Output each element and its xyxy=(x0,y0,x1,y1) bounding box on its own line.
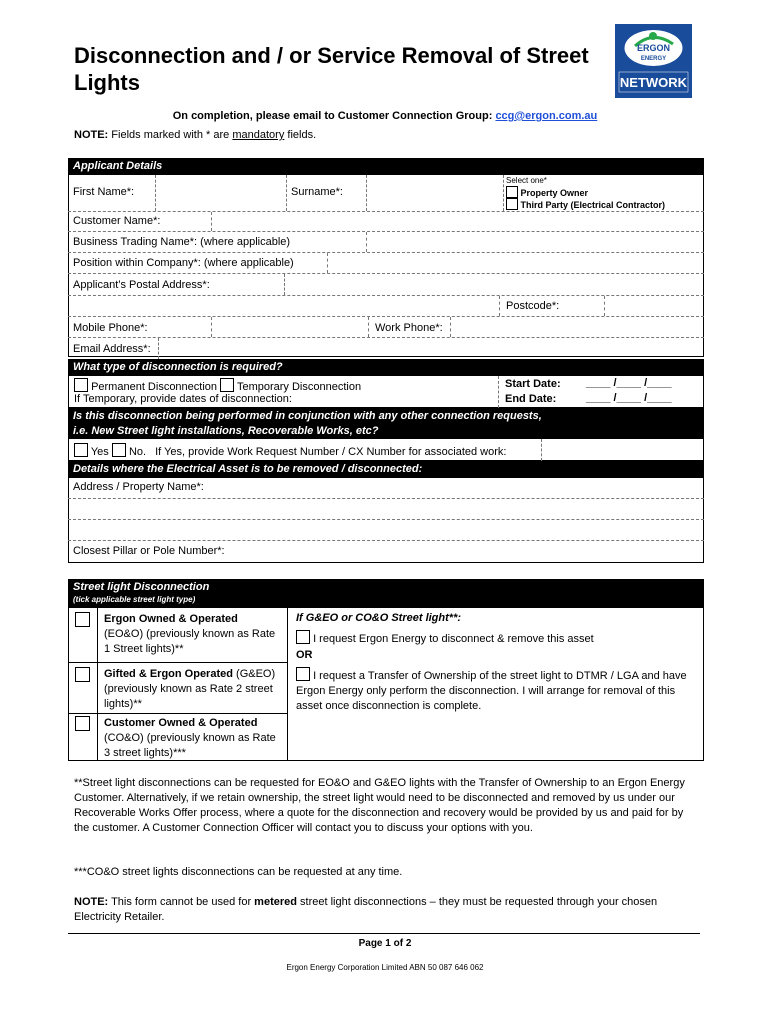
conjunction-header-line2: i.e. New Street light installations, Recoverable Works, etc? xyxy=(73,425,379,437)
business-name-field[interactable] xyxy=(366,232,704,252)
eoo-title: Ergon Owned & Operated xyxy=(104,613,238,625)
start-date-field[interactable]: ____ /____ /____ xyxy=(586,377,672,389)
instructions-text: On completion, please email to Customer Connection Group: xyxy=(172,110,496,122)
streetlight-header xyxy=(68,579,704,608)
property-owner-label: Property Owner xyxy=(520,188,589,198)
asset-header: Details where the Electrical Asset is to be removed / disconnected: xyxy=(68,461,704,478)
surname-cell xyxy=(286,175,366,211)
no-label: No. xyxy=(128,446,147,458)
streetlight-row-divider-2 xyxy=(68,713,288,714)
note-mandatory: mandatory xyxy=(232,129,285,141)
end-date-field[interactable]: ____ /____ /____ xyxy=(586,392,672,404)
footnote-eoo-geo: **Street light disconnections can be requested for EO&O and G&EO lights with the Transfer of Ownership to an Ergon Energy Customer. Alternatively, if we retain ownership, the street light would need to be disconnected and removed by us under our Recoverable Works Offer process, where a quote for the disconnection and recovery would be provided by us and paid for by the customer. A Customer Connection Officer will contact you to discuss your options with you. xyxy=(74,777,685,834)
position-row xyxy=(68,253,704,274)
email-link[interactable]: ccg@ergon.com.au xyxy=(495,110,598,122)
date-divider xyxy=(498,376,500,408)
work-phone-cell xyxy=(368,317,450,337)
metered-note-bold: metered xyxy=(254,896,297,908)
first-name-field[interactable] xyxy=(155,175,286,211)
address-field-line1[interactable] xyxy=(68,499,704,520)
metered-note-post: street light disconnections – they must be requested through your chosen Electricity Retailer. xyxy=(74,896,658,923)
property-owner-option[interactable] xyxy=(506,186,588,198)
geo-checkbox-box[interactable] xyxy=(75,667,90,682)
note-text: Fields marked with * are xyxy=(108,129,233,141)
start-date-label: Start Date: xyxy=(505,378,561,390)
business-name-label: Business Trading Name*: (where applicable) xyxy=(73,236,291,248)
surname-field[interactable] xyxy=(366,175,503,211)
mobile-phone-label: Mobile Phone*: xyxy=(73,322,148,334)
temporary-label: Temporary Disconnection xyxy=(236,381,362,393)
disconnect-checkbox[interactable] xyxy=(296,630,310,644)
transfer-checkbox[interactable] xyxy=(296,667,310,681)
note-text-end: fields. xyxy=(284,129,317,141)
svg-text:NETWORK: NETWORK xyxy=(619,75,688,90)
note-label: NOTE: xyxy=(74,129,109,141)
third-party-label: Third Party (Electrical Contractor) xyxy=(520,200,666,210)
temporary-note: If Temporary, provide dates of disconnection: xyxy=(74,393,292,405)
streetlight-row-divider-1 xyxy=(68,662,288,663)
work-phone-label: Work Phone*: xyxy=(375,322,443,334)
position-field[interactable] xyxy=(327,253,704,273)
email-row xyxy=(68,338,704,359)
pillar-field[interactable] xyxy=(273,541,704,563)
mandatory-note xyxy=(74,129,316,141)
email-field[interactable] xyxy=(158,338,704,359)
postcode-field[interactable] xyxy=(604,296,704,316)
work-phone-field[interactable] xyxy=(450,317,704,337)
svg-text:ENERGY: ENERGY xyxy=(640,56,667,62)
permanent-label: Permanent Disconnection xyxy=(91,381,218,393)
phone-row xyxy=(68,317,704,338)
address-label: Address / Property Name*: xyxy=(73,481,204,493)
conjunction-options xyxy=(74,443,506,458)
yes-label: Yes xyxy=(90,446,109,458)
streetlight-header-title: Street light Disconnection xyxy=(73,581,210,593)
customer-name-row xyxy=(68,212,704,232)
postcode-label: Postcode*: xyxy=(506,300,560,312)
third-party-checkbox[interactable] xyxy=(506,198,518,210)
postal-address-field-line2[interactable] xyxy=(68,296,499,316)
position-label: Position within Company*: (where applicable) xyxy=(73,257,294,269)
email-label: Email Address*: xyxy=(73,343,151,355)
geo-title: Gifted & Ergon Operated xyxy=(104,668,233,680)
address-row xyxy=(68,478,704,499)
company-abn: Ergon Energy Corporation Limited ABN 50 087 646 062 xyxy=(286,963,484,972)
coo-checkbox[interactable] xyxy=(75,716,90,734)
disconnection-options xyxy=(74,378,361,393)
work-request-label: If Yes, provide Work Request Number / CX Number for associated work: xyxy=(155,446,507,458)
third-party-option[interactable] xyxy=(506,198,665,210)
pillar-row xyxy=(68,541,704,563)
eoo-desc: (EO&O) (previously known as Rate 1 Street lights)** xyxy=(104,628,276,655)
page-number: Page 1 of 2 xyxy=(358,938,412,949)
geo-checkbox[interactable] xyxy=(75,667,90,685)
conjunction-header-line1: Is this disconnection being performed in conjunction with any other connection requests, xyxy=(73,410,542,422)
customer-name-label: Customer Name*: xyxy=(73,215,161,227)
applicant-type-cell xyxy=(503,175,704,211)
streetlight-col-divider-2 xyxy=(287,608,289,761)
select-one-label: Select one* xyxy=(506,176,547,185)
conjunction-header xyxy=(68,408,704,439)
postal-address-field[interactable] xyxy=(284,274,704,295)
or-label: OR xyxy=(296,649,313,661)
geo-coo-heading: If G&EO or CO&O Street light**: xyxy=(296,612,462,624)
eoo-checkbox-box[interactable] xyxy=(75,612,90,627)
yes-checkbox[interactable] xyxy=(74,443,88,457)
footnote-coo: ***CO&O street lights disconnections can be requested at any time. xyxy=(74,866,403,878)
streetlight-type-eoo xyxy=(104,612,284,657)
streetlight-header-sub: (tick applicable street light type) xyxy=(73,595,196,604)
streetlight-type-geo xyxy=(104,667,284,712)
page-title: Disconnection and / or Service Removal of Street Lights xyxy=(74,43,589,95)
address-field-line2[interactable] xyxy=(68,520,704,541)
disconnect-option xyxy=(296,630,594,645)
metered-note-label: NOTE: xyxy=(74,896,109,908)
coo-title: Customer Owned & Operated xyxy=(104,717,258,729)
business-name-row xyxy=(68,232,704,253)
no-checkbox[interactable] xyxy=(112,443,126,457)
transfer-option xyxy=(296,667,698,714)
coo-checkbox-box[interactable] xyxy=(75,716,90,731)
metered-note-pre: This form cannot be used for xyxy=(108,896,255,908)
work-request-field[interactable] xyxy=(541,439,704,461)
postcode-cell xyxy=(499,296,604,316)
geo-desc: (G&EO) (previously known as Rate 2 street lights)** xyxy=(104,668,276,710)
metered-note xyxy=(74,895,699,925)
footer-divider xyxy=(68,933,700,934)
streetlight-col-divider-1 xyxy=(97,608,99,761)
postal-address-row xyxy=(68,274,704,296)
instructions-line xyxy=(0,110,770,122)
transfer-label: I request a Transfer of Ownership of the street light to DTMR / LGA and have Ergon Energy only perform the disconnection. I will arrange for removal of this asset once disconnection is complete. xyxy=(296,670,687,712)
streetlight-type-coo xyxy=(104,716,284,761)
end-date-label: End Date: xyxy=(505,393,557,405)
svg-text:ERGON: ERGON xyxy=(636,43,671,53)
customer-name-field[interactable] xyxy=(211,212,704,231)
disconnection-type-header: What type of disconnection is required? xyxy=(68,359,704,376)
permanent-checkbox[interactable] xyxy=(74,378,88,392)
ergon-network-logo xyxy=(615,24,692,98)
coo-desc: (CO&O) (previously known as Rate 3 street lights)*** xyxy=(104,732,276,759)
disconnect-label: I request Ergon Energy to disconnect & remove this asset xyxy=(313,633,594,645)
postcode-row xyxy=(68,296,704,317)
eoo-checkbox[interactable] xyxy=(75,612,90,630)
mobile-phone-field[interactable] xyxy=(211,317,368,337)
property-owner-checkbox[interactable] xyxy=(506,186,518,198)
first-name-label: First Name*: xyxy=(73,186,135,198)
postal-address-label: Applicant’s Postal Address*: xyxy=(73,279,210,291)
surname-label: Surname*: xyxy=(291,186,343,198)
applicant-header: Applicant Details xyxy=(68,158,704,175)
pillar-label: Closest Pillar or Pole Number*: xyxy=(73,545,225,557)
temporary-checkbox[interactable] xyxy=(220,378,234,392)
name-row xyxy=(68,175,704,212)
